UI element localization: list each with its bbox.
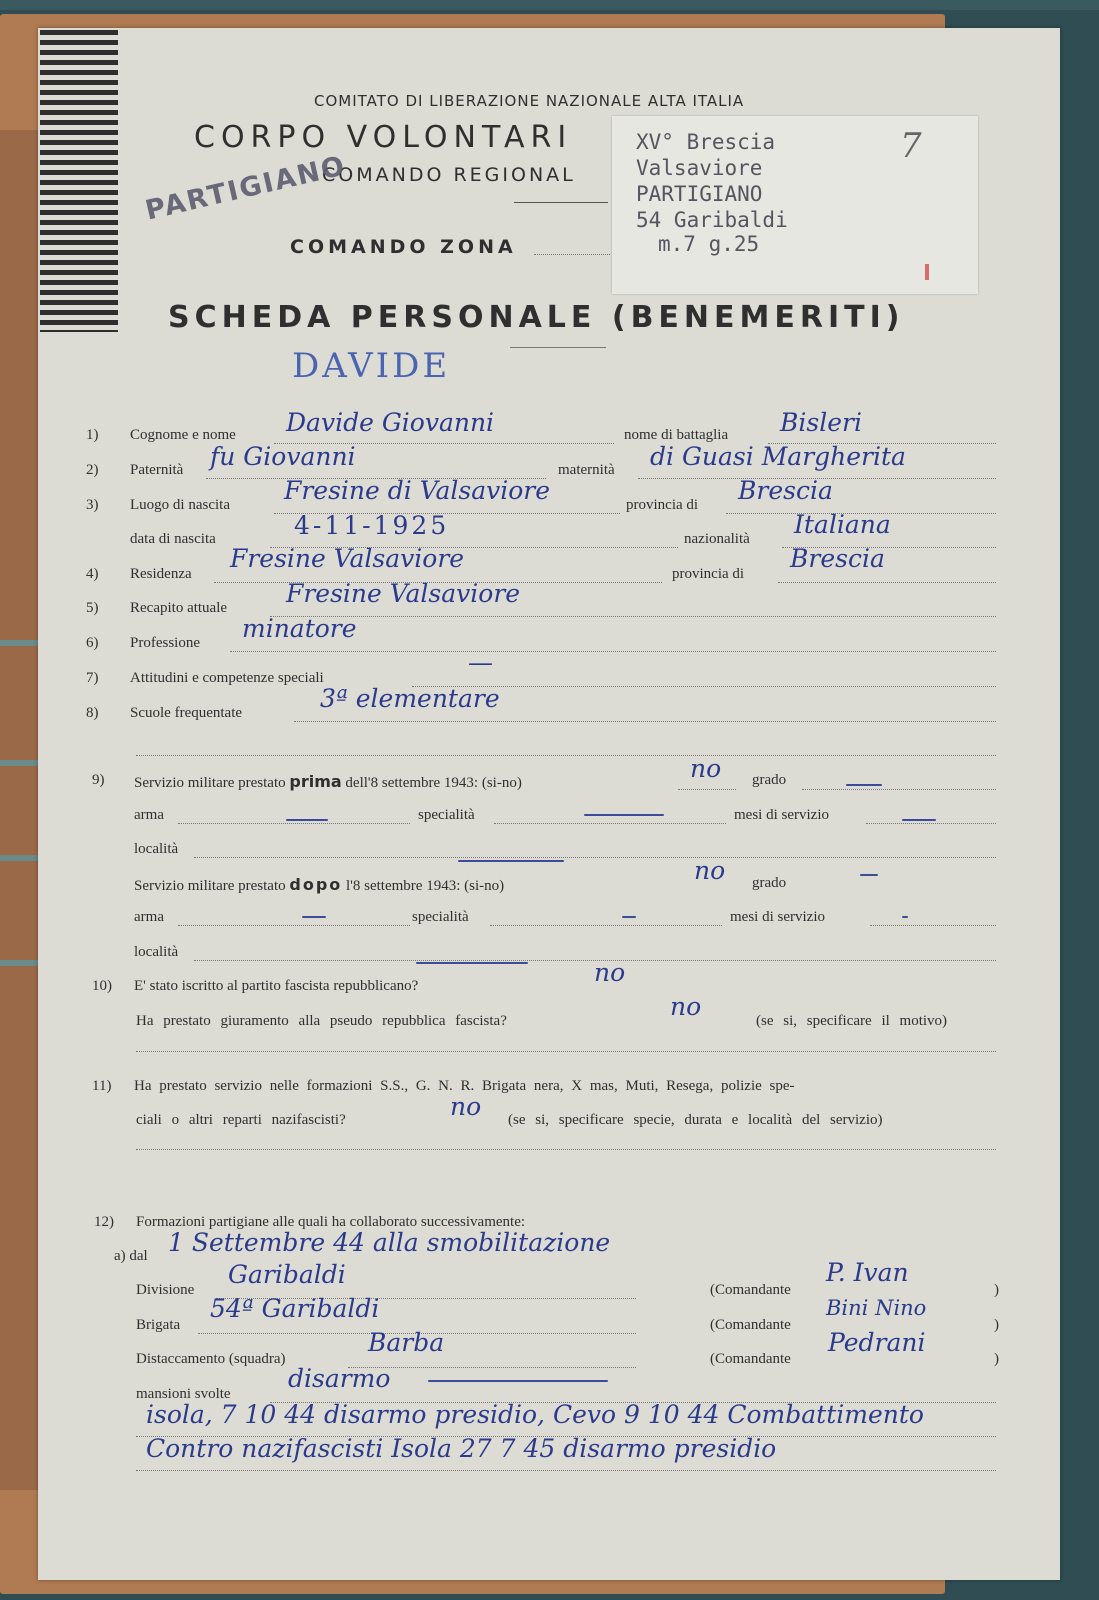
- specialita-line: [494, 822, 726, 824]
- scuole-value: 3ª elementare: [320, 684, 500, 713]
- dopo-label-pre: Servizio militare prestato: [134, 878, 286, 894]
- grado-label: grado: [752, 772, 787, 788]
- item-number: 5): [86, 600, 99, 616]
- paternita-label: Paternità: [130, 462, 184, 478]
- cognome-label: Cognome e nome: [130, 427, 236, 443]
- mansioni-label: mansioni svolte: [136, 1386, 231, 1402]
- item-number: 7): [86, 670, 99, 686]
- brigata-value: 54ª Garibaldi: [210, 1294, 380, 1323]
- label-line: PARTIGIANO: [636, 182, 763, 206]
- professione-line: [230, 650, 996, 652]
- attitudini-value: —: [468, 648, 493, 677]
- distaccamento-label: Distaccamento (squadra): [136, 1351, 286, 1367]
- prima-line: [678, 788, 736, 790]
- distaccamento-value: Barba: [368, 1328, 445, 1357]
- recapito-line: [270, 615, 996, 617]
- res-provincia-line: [778, 581, 996, 583]
- dopo-value: no: [694, 856, 726, 885]
- zona-line: [534, 253, 610, 255]
- q11-line1: Ha prestato servizio nelle formazioni S.S., G. N. R. Brigata nera, X mas, Muti, Resega, polizie spe-: [134, 1078, 795, 1094]
- dopo-specialita-dash: [622, 916, 636, 918]
- dopo-label-post: l'8 settembre 1943: (si-no): [346, 878, 505, 894]
- prima-label-bold: prima: [289, 772, 342, 791]
- dopo-specialita-line: [490, 924, 722, 926]
- dopo-localita-dash: [416, 962, 528, 964]
- q11-line2a: ciali o altri reparti nazifascisti?: [136, 1112, 346, 1128]
- q10-value2: no: [670, 992, 702, 1021]
- label-line: 54 Garibaldi: [636, 208, 788, 232]
- prima-label-post: dell'8 settembre 1943: (si-no): [345, 775, 522, 791]
- page-title: SCHEDA PERSONALE (BENEMERITI): [168, 300, 905, 335]
- comandante-label-3: (Comandante: [710, 1351, 791, 1367]
- item-number: 2): [86, 462, 99, 478]
- dopo-arma-dash: [302, 916, 326, 918]
- residenza-label: Residenza: [130, 566, 192, 582]
- prima-value: no: [690, 754, 722, 783]
- res-provincia-label: provincia di: [672, 566, 745, 582]
- mesi-line: [866, 822, 996, 824]
- recapito-value: Fresine Valsaviore: [286, 579, 521, 608]
- comandante-label-2: (Comandante: [710, 1317, 791, 1333]
- item-number: 10): [92, 978, 112, 994]
- scuole-label: Scuole frequentate: [130, 705, 243, 721]
- binder-spine: [0, 130, 40, 1490]
- document-page: [38, 28, 1060, 1580]
- comandante-close-3: ): [994, 1351, 999, 1367]
- battaglia-value: Bisleri: [780, 408, 862, 437]
- command-heading: COMANDO REGIONAL: [322, 164, 576, 186]
- arma-label: arma: [134, 807, 164, 823]
- item-number: 9): [92, 772, 105, 788]
- q12-line1: Formazioni partigiane alle quali ha collaborato successivamente:: [136, 1214, 526, 1230]
- dopo-mesi-line: [870, 924, 996, 926]
- data-nascita-label: data di nascita: [130, 531, 216, 547]
- nazionalita-label: nazionalità: [684, 531, 750, 547]
- mesi-label: mesi di servizio: [734, 807, 829, 823]
- luogo-label: Luogo di nascita: [130, 497, 230, 513]
- data-nascita-value: 4-11-1925: [294, 511, 450, 540]
- item-number: 6): [86, 635, 99, 651]
- zona-heading: COMANDO ZONA: [290, 236, 517, 258]
- item-number: 1): [86, 427, 99, 443]
- item-number: 3): [86, 497, 99, 513]
- professione-value: minatore: [242, 614, 357, 643]
- q10-value1: no: [594, 958, 626, 987]
- comandante-close-1: ): [994, 1282, 999, 1298]
- dopo-arma-label: arma: [134, 909, 164, 925]
- q11-line3: [136, 1148, 996, 1150]
- comandante-close-2: ): [994, 1317, 999, 1333]
- title-rule: [510, 347, 606, 348]
- header-rule: [514, 202, 608, 203]
- res-provincia-value: Brescia: [790, 544, 885, 573]
- comandante-label-1: (Comandante: [710, 1282, 791, 1298]
- q10-line2: Ha prestato giuramento alla pseudo repubblica fascista?: [136, 1013, 507, 1029]
- stripe-band: [40, 30, 118, 332]
- item-number: 8): [86, 705, 99, 721]
- dopo-label-bold: dopo: [289, 875, 343, 894]
- q11-gap: [98, 1168, 996, 1169]
- item-number: 12): [94, 1214, 114, 1230]
- notes-line2-text: Contro nazifascisti Isola 27 7 45 disarmo presidio: [146, 1434, 777, 1463]
- provincia-value: Brescia: [738, 476, 833, 505]
- mesi-dash: [902, 819, 936, 821]
- label-line: Valsaviore: [636, 156, 763, 180]
- grado-line: [802, 788, 996, 790]
- label-handwritten-number: 7: [900, 126, 922, 166]
- grado-dash: [846, 784, 882, 786]
- specialita-label: specialità: [418, 807, 475, 823]
- distaccamento-line: [348, 1366, 636, 1368]
- dopo-localita-label: località: [134, 944, 179, 960]
- dopo-mesi-label: mesi di servizio: [730, 909, 825, 925]
- localita-label: località: [134, 841, 179, 857]
- maternita-label: maternità: [558, 462, 615, 478]
- provincia-label: provincia di: [626, 497, 699, 513]
- cognome-value: Davide Giovanni: [286, 408, 495, 437]
- recapito-label: Recapito attuale: [130, 600, 228, 616]
- mansioni-value: disarmo: [288, 1364, 391, 1393]
- handwritten-name: DAVIDE: [292, 346, 451, 386]
- dopo-grado-dash: [860, 874, 878, 876]
- item-number: 11): [92, 1078, 112, 1094]
- comandante-value-2: Bini Nino: [826, 1296, 927, 1320]
- dopo-specialita-label: specialità: [412, 909, 469, 925]
- q11-value: no: [450, 1092, 482, 1121]
- comandante-value-3: Pedrani: [828, 1328, 926, 1357]
- q10-note: (se si, specificare il motivo): [756, 1013, 948, 1029]
- scuole-line-2: [136, 754, 996, 756]
- brigata-label: Brigata: [136, 1317, 181, 1333]
- label-line: m.7 g.25: [658, 232, 760, 256]
- maternita-value: di Guasi Margherita: [650, 442, 906, 471]
- q10-line1: E' stato iscritto al partito fascista repubblicano?: [134, 978, 419, 994]
- prima-label-pre: Servizio militare prestato: [134, 775, 286, 791]
- corps-heading: CORPO VOLONTARI: [194, 120, 573, 155]
- attached-label: [612, 116, 978, 294]
- q10-line3: [136, 1050, 996, 1052]
- paternita-value: fu Giovanni: [210, 442, 356, 471]
- comandante-value-1: P. Ivan: [826, 1258, 909, 1287]
- prima-label: [134, 772, 522, 792]
- label-line: XV° Brescia: [636, 130, 776, 154]
- residenza-value: Fresine Valsaviore: [230, 544, 465, 573]
- specialita-dash: [584, 814, 664, 816]
- luogo-value: Fresine di Valsaviore: [284, 476, 551, 505]
- partigiano-stamp: PARTIGIANO: [142, 150, 350, 227]
- mansioni-dash: [428, 1380, 608, 1382]
- dopo-grado-label: grado: [752, 875, 787, 891]
- dopo-arma-line: [178, 924, 410, 926]
- nazionalita-value: Italiana: [794, 510, 891, 539]
- scuole-line: [294, 720, 996, 722]
- q11-line2b: (se si, specificare specie, durata e località del servizio): [508, 1112, 883, 1128]
- arma-line: [178, 822, 410, 824]
- arma-dash: [286, 819, 328, 821]
- red-mark: [925, 264, 929, 280]
- committee-heading: COMITATO DI LIBERAZIONE NAZIONALE ALTA ITALIA: [314, 92, 745, 110]
- localita-dash: [458, 860, 564, 862]
- battaglia-label: nome di battaglia: [624, 427, 729, 443]
- notes-line-2: [136, 1469, 996, 1471]
- q12-a-label: a) dal: [114, 1248, 148, 1264]
- localita-line: [194, 856, 996, 858]
- notes-line1-text: isola, 7 10 44 disarmo presidio, Cevo 9 10 44 Combattimento: [146, 1400, 924, 1429]
- divisione-label: Divisione: [136, 1282, 195, 1298]
- item-number: 4): [86, 566, 99, 582]
- attitudini-label: Attitudini e competenze speciali: [130, 670, 324, 686]
- q12-a-value: 1 Settembre 44 alla smobilitazione: [168, 1228, 611, 1257]
- dopo-label: [134, 875, 504, 895]
- professione-label: Professione: [130, 635, 200, 651]
- dopo-mesi-dash: [902, 916, 908, 918]
- divisione-value: Garibaldi: [228, 1260, 346, 1289]
